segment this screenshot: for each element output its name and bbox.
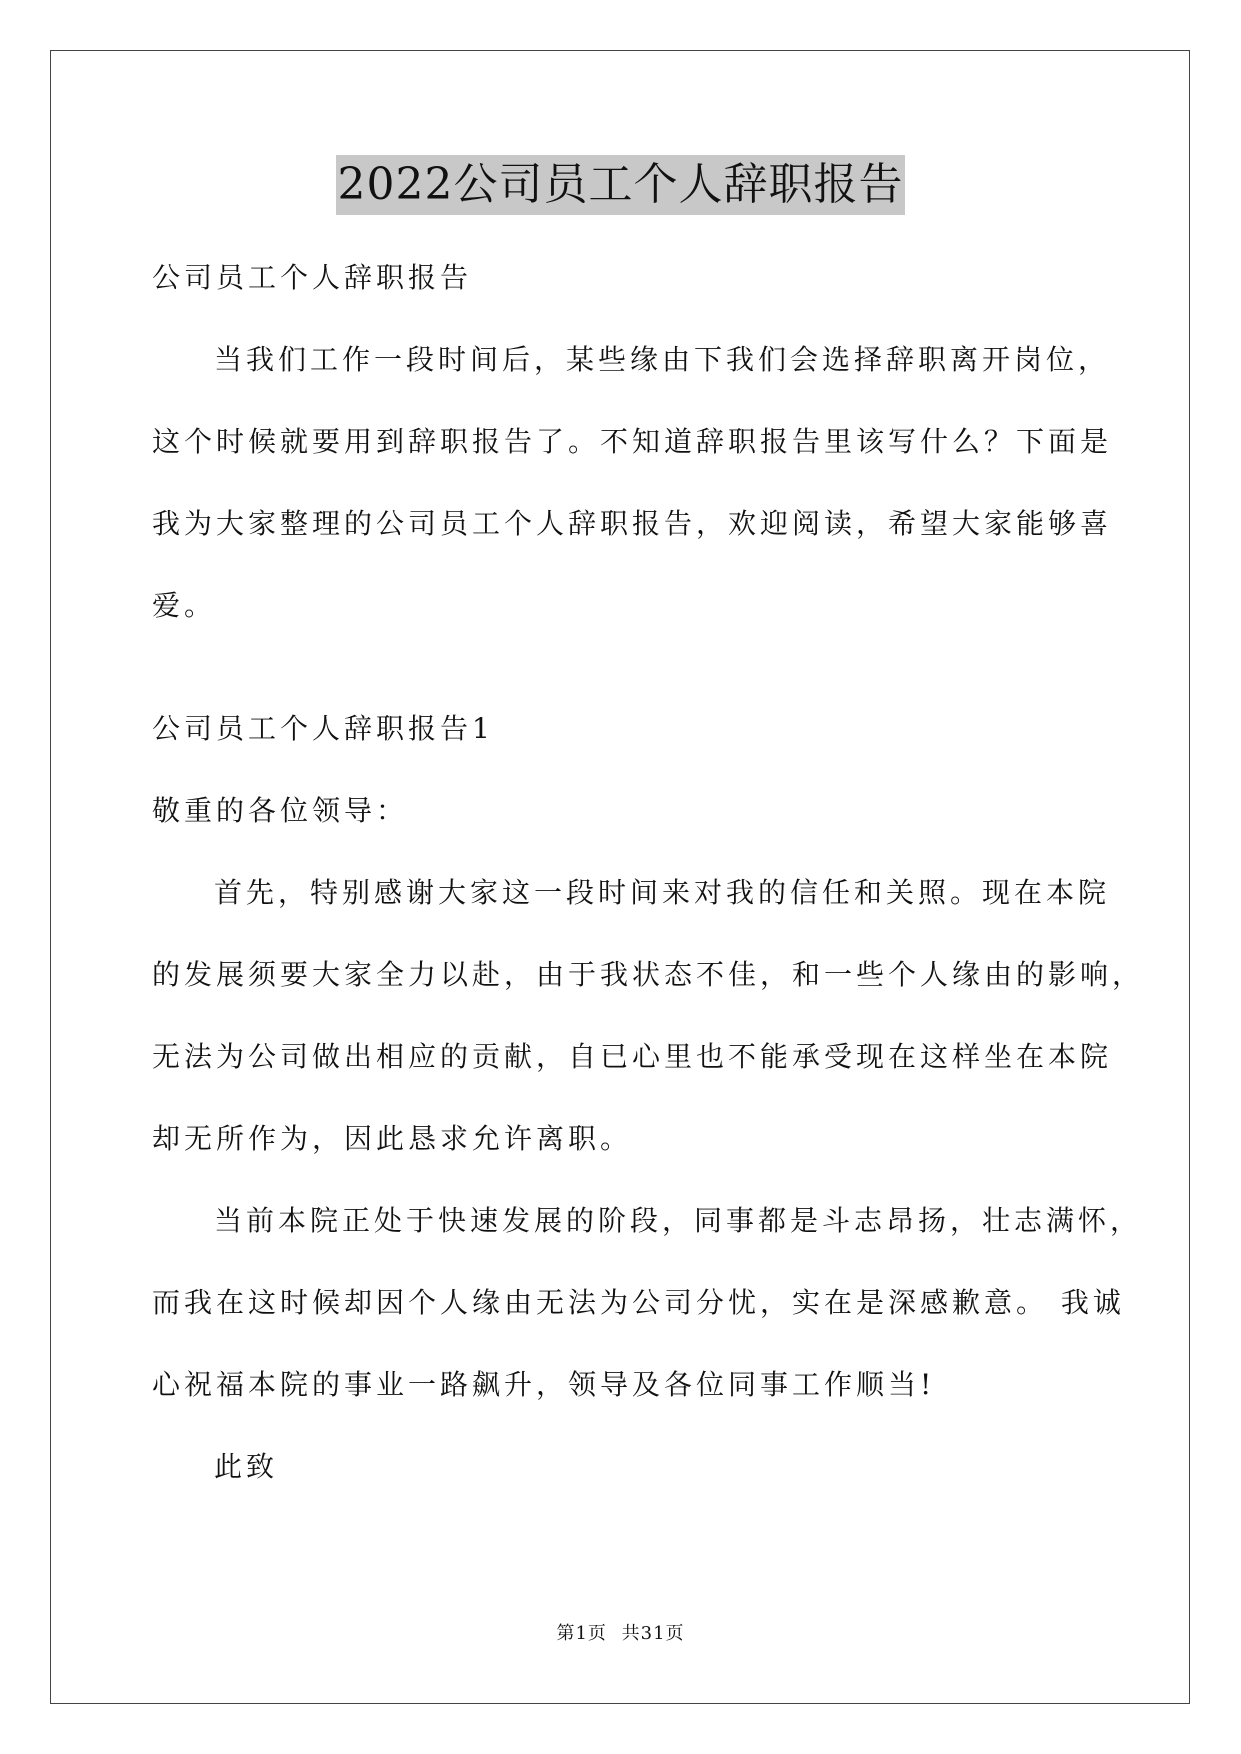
section-heading: 公司员工个人辞职报告1 bbox=[152, 712, 494, 745]
page-footer bbox=[0, 1622, 1241, 1646]
paragraph-line: 却无所作为，因此恳求允许离职。 bbox=[152, 1122, 633, 1155]
paragraph-line: 而我在这时候却因个人缘由无法为公司分忧，实在是深感歉意。 我诚 bbox=[152, 1286, 1125, 1319]
intro-line: 爱。 bbox=[152, 589, 217, 622]
subtitle-block bbox=[152, 237, 1092, 319]
title-container bbox=[0, 155, 1241, 215]
intro-line: 我为大家整理的公司员工个人辞职报告，欢迎阅读，希望大家能够喜 bbox=[152, 507, 1113, 540]
intro-line: 这个时候就要用到辞职报告了。不知道辞职报告里该写什么？下面是 bbox=[152, 425, 1113, 458]
closing: 此致 bbox=[214, 1450, 279, 1483]
document-subtitle: 公司员工个人辞职报告 bbox=[152, 261, 473, 294]
paragraph-2 bbox=[152, 1180, 1143, 1426]
salutation-block bbox=[152, 770, 1092, 852]
salutation: 敬重的各位领导： bbox=[152, 794, 409, 827]
paragraph-1 bbox=[152, 852, 1145, 1180]
intro-paragraph bbox=[152, 319, 1113, 647]
paragraph-line: 的发展须要大家全力以赴，由于我状态不佳，和一些个人缘由的影响， bbox=[152, 958, 1145, 991]
paragraph-line: 无法为公司做出相应的贡献，自已心里也不能承受现在这样坐在本院 bbox=[152, 1040, 1113, 1073]
page-number: 第1页 bbox=[556, 1623, 607, 1644]
paragraph-line: 心祝福本院的事业一路飙升，领导及各位同事工作顺当! bbox=[152, 1368, 936, 1401]
section-heading-block bbox=[152, 688, 1092, 770]
paragraph-line: 首先，特别感谢大家这一段时间来对我的信任和关照。现在本院 bbox=[214, 876, 1111, 909]
intro-line: 当我们工作一段时间后，某些缘由下我们会选择辞职离开岗位， bbox=[214, 343, 1111, 376]
paragraph-line: 当前本院正处于快速发展的阶段，同事都是斗志昂扬，壮志满怀， bbox=[214, 1204, 1143, 1237]
closing-block bbox=[152, 1426, 1092, 1508]
document-title: 2022公司员工个人辞职报告 bbox=[336, 155, 906, 215]
page-total: 共31页 bbox=[621, 1623, 685, 1644]
